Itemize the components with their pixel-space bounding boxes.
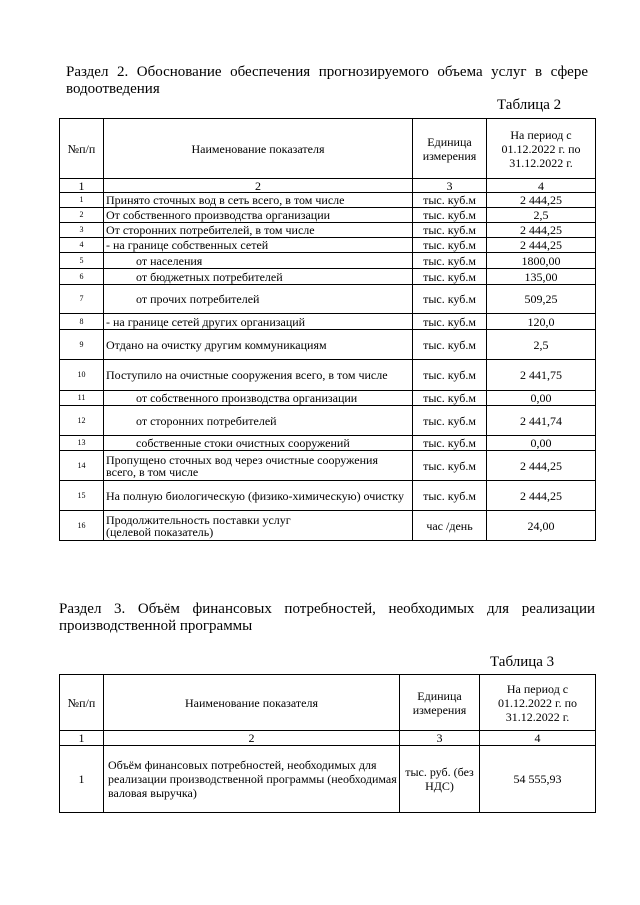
table-row	[60, 436, 596, 451]
col-number: 3	[400, 731, 480, 746]
row-num: 1	[60, 193, 104, 208]
table-2-column-numbers	[60, 179, 596, 193]
row-value: 2,5	[487, 330, 596, 360]
col-number: 2	[104, 731, 400, 746]
row-name: от прочих потребителей	[104, 285, 413, 314]
row-num: 2	[60, 208, 104, 223]
row-value: 24,00	[487, 511, 596, 541]
row-num: 11	[60, 391, 104, 406]
row-value: 2 444,25	[487, 238, 596, 253]
row-value: 54 555,93	[480, 746, 596, 813]
table-row	[60, 511, 596, 541]
section-2-heading: Раздел 2. Обоснование обеспечения прогнозируемого объема услуг в сфере водоотведения	[66, 64, 588, 97]
row-value: 0,00	[487, 436, 596, 451]
table-2	[59, 118, 596, 541]
row-value: 135,00	[487, 269, 596, 285]
row-num: 13	[60, 436, 104, 451]
row-num: 5	[60, 253, 104, 269]
row-value: 2 441,74	[487, 406, 596, 436]
row-unit: тыс. куб.м	[413, 481, 487, 511]
row-name: Принято сточных вод в сеть всего, в том числе	[104, 193, 413, 208]
section-3-heading: Раздел 3. Объём финансовых потребностей, необходимых для реализации производственной программы	[59, 601, 595, 634]
table-row	[60, 481, 596, 511]
table-3-header-row	[60, 675, 596, 731]
row-num: 9	[60, 330, 104, 360]
row-name: Отдано на очистку другим коммуникациям	[104, 330, 413, 360]
row-unit: час /день	[413, 511, 487, 541]
row-value: 0,00	[487, 391, 596, 406]
table-3-caption: Таблица 3	[490, 654, 555, 670]
col-number: 4	[487, 179, 596, 193]
row-num: 16	[60, 511, 104, 541]
row-value: 509,25	[487, 285, 596, 314]
row-unit: тыс. куб.м	[413, 391, 487, 406]
row-name: Пропущено сточных вод через очистные сооружения всего, в том числе	[104, 451, 413, 481]
table-row	[60, 193, 596, 208]
row-value: 2 444,25	[487, 193, 596, 208]
header-unit: Единица измерения	[400, 675, 480, 731]
col-number: 1	[60, 179, 104, 193]
row-name: от собственного производства организации	[104, 391, 413, 406]
col-number: 4	[480, 731, 596, 746]
row-unit: тыс. куб.м	[413, 436, 487, 451]
row-value: 2 444,25	[487, 481, 596, 511]
table-row	[60, 223, 596, 238]
table-row	[60, 253, 596, 269]
row-unit: тыс. куб.м	[413, 406, 487, 436]
col-number: 2	[104, 179, 413, 193]
table-row	[60, 406, 596, 436]
row-name: Поступило на очистные сооружения всего, в том числе	[104, 360, 413, 391]
table-row	[60, 391, 596, 406]
header-name: Наименование показателя	[104, 675, 400, 731]
table-2-caption: Таблица 2	[497, 97, 562, 113]
row-num: 12	[60, 406, 104, 436]
header-name: Наименование показателя	[104, 119, 413, 179]
table-3-column-numbers	[60, 731, 596, 746]
row-name: от бюджетных потребителей	[104, 269, 413, 285]
row-value: 2 441,75	[487, 360, 596, 391]
row-unit: тыс. куб.м	[413, 193, 487, 208]
row-unit: тыс. куб.м	[413, 238, 487, 253]
row-name: - на границе сетей других организаций	[104, 314, 413, 330]
table-row	[60, 330, 596, 360]
header-num: №п/п	[60, 119, 104, 179]
row-num: 8	[60, 314, 104, 330]
table-row	[60, 285, 596, 314]
row-unit: тыс. куб.м	[413, 269, 487, 285]
table-row	[60, 360, 596, 391]
header-num: №п/п	[60, 675, 104, 731]
table-row	[60, 451, 596, 481]
row-unit: тыс. куб.м	[413, 223, 487, 238]
row-name: от населения	[104, 253, 413, 269]
row-name: От сторонних потребителей, в том числе	[104, 223, 413, 238]
row-value: 1800,00	[487, 253, 596, 269]
header-period: На период с 01.12.2022 г. по 31.12.2022 г.	[480, 675, 596, 731]
row-name: собственные стоки очистных сооружений	[104, 436, 413, 451]
row-name: Продолжительность поставки услуг (целевой показатель)	[104, 511, 413, 541]
table-row	[60, 208, 596, 223]
table-2-header-row	[60, 119, 596, 179]
row-num: 3	[60, 223, 104, 238]
table-row	[60, 269, 596, 285]
row-value: 2,5	[487, 208, 596, 223]
table-row	[60, 746, 596, 813]
row-name: От собственного производства организации	[104, 208, 413, 223]
row-unit: тыс. куб.м	[413, 314, 487, 330]
col-number: 1	[60, 731, 104, 746]
row-num: 1	[60, 746, 104, 813]
row-name: от сторонних потребителей	[104, 406, 413, 436]
row-unit: тыс. куб.м	[413, 208, 487, 223]
row-num: 14	[60, 451, 104, 481]
row-unit: тыс. куб.м	[413, 330, 487, 360]
header-unit: Единица измерения	[413, 119, 487, 179]
table-row	[60, 238, 596, 253]
col-number: 3	[413, 179, 487, 193]
row-value: 120,0	[487, 314, 596, 330]
row-value: 2 444,25	[487, 451, 596, 481]
row-name: - на границе собственных сетей	[104, 238, 413, 253]
row-unit: тыс. руб. (без НДС)	[400, 746, 480, 813]
row-num: 10	[60, 360, 104, 391]
row-name: Объём финансовых потребностей, необходимых для реализации производственной программы (необходимая валовая выручка)	[104, 746, 400, 813]
row-unit: тыс. куб.м	[413, 451, 487, 481]
row-num: 6	[60, 269, 104, 285]
row-unit: тыс. куб.м	[413, 253, 487, 269]
row-unit: тыс. куб.м	[413, 285, 487, 314]
row-value: 2 444,25	[487, 223, 596, 238]
row-num: 4	[60, 238, 104, 253]
row-name: На полную биологическую (физико-химическую) очистку	[104, 481, 413, 511]
row-num: 15	[60, 481, 104, 511]
row-unit: тыс. куб.м	[413, 360, 487, 391]
table-row	[60, 314, 596, 330]
header-period: На период с 01.12.2022 г. по 31.12.2022 г.	[487, 119, 596, 179]
table-3	[59, 674, 596, 813]
row-num: 7	[60, 285, 104, 314]
